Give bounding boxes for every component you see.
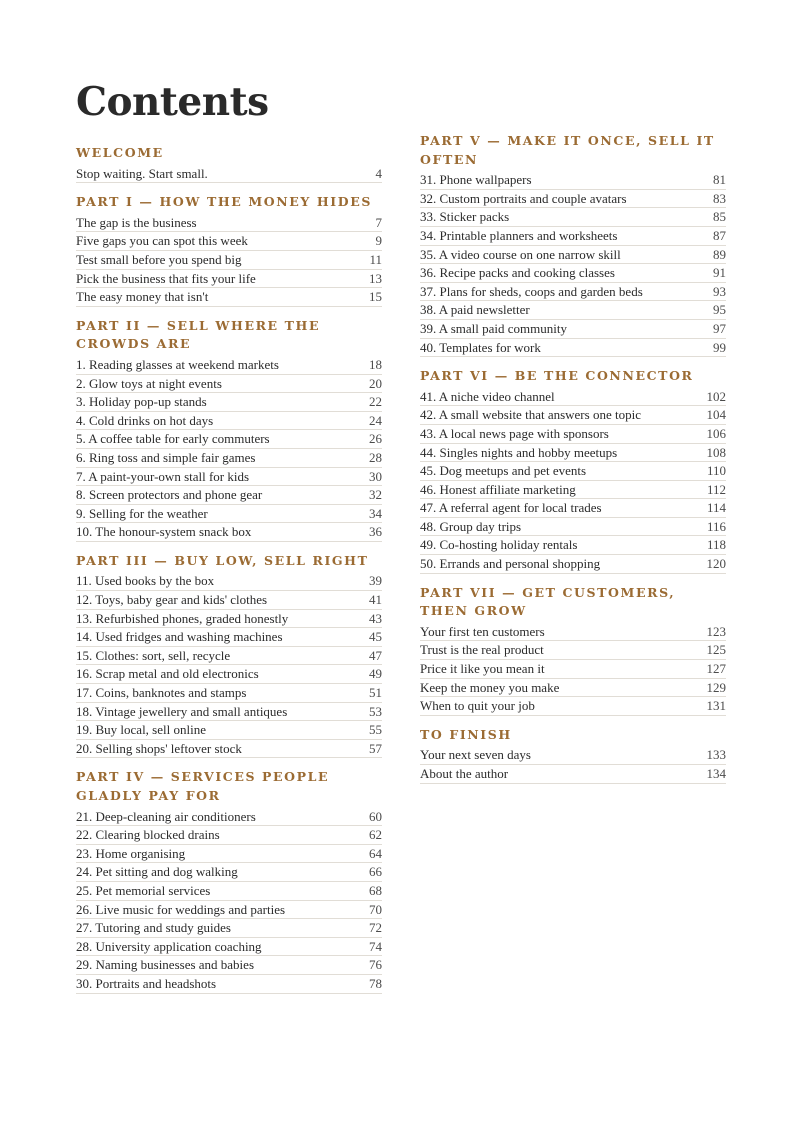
toc-entry[interactable]	[76, 505, 382, 524]
toc-entry[interactable]	[420, 536, 726, 555]
section-heading: WELCOME	[76, 145, 164, 160]
toc-entry-page-number: 53	[369, 703, 382, 719]
toc-entry-page-number: 91	[713, 265, 726, 281]
toc-entry[interactable]	[420, 388, 726, 407]
toc-entry[interactable]	[76, 523, 382, 542]
toc-entry[interactable]	[420, 641, 726, 660]
toc-entry[interactable]	[76, 919, 382, 938]
toc-entry-page-number: 131	[706, 698, 726, 714]
toc-entry-title: 13. Refurbished phones, graded honestly	[76, 610, 289, 626]
toc-entry-page-number: 108	[706, 444, 726, 460]
toc-entry-title: 49. Co-hosting holiday rentals	[420, 537, 578, 553]
toc-entry-title: Keep the money you make	[420, 679, 560, 695]
toc-entry-title: Your first ten customers	[420, 623, 545, 639]
toc-entry[interactable]	[420, 660, 726, 679]
toc-entry[interactable]	[76, 740, 382, 759]
toc-entry-title: 48. Group day trips	[420, 518, 522, 534]
toc-entry-page-number: 78	[369, 975, 382, 991]
toc-entry-title: 15. Clothes: sort, sell, recycle	[76, 647, 231, 663]
toc-entry-title: 36. Recipe packs and cooking classes	[420, 265, 615, 281]
toc-entry-page-number: 20	[369, 375, 382, 391]
toc-entry[interactable]	[76, 214, 382, 233]
toc-entry[interactable]	[76, 393, 382, 412]
toc-entry-page-number: 125	[706, 642, 726, 658]
toc-entry-title: 45. Dog meetups and pet events	[420, 463, 587, 479]
toc-entry-title: Five gaps you can spot this week	[76, 233, 248, 249]
toc-entry[interactable]	[76, 901, 382, 920]
toc-entry-page-number: 102	[706, 388, 726, 404]
toc-entry[interactable]	[76, 251, 382, 270]
toc-entry-title: 44. Singles nights and hobby meetups	[420, 444, 618, 460]
section-heading: PART I — HOW THE MONEY HIDES	[76, 194, 372, 210]
toc-entry[interactable]	[76, 628, 382, 647]
toc-entry-page-number: 34	[369, 505, 382, 521]
toc-entry-page-number: 4	[375, 165, 382, 181]
toc-entry[interactable]	[76, 610, 382, 629]
toc-entry[interactable]	[76, 449, 382, 468]
page-title: Contents	[76, 79, 269, 125]
toc-entry-title: 6. Ring toss and simple fair games	[76, 449, 256, 465]
toc-entry[interactable]	[76, 703, 382, 722]
toc-section-part-v-make-it-once-sell-it-often	[420, 132, 726, 357]
toc-entry-page-number: 41	[369, 592, 382, 608]
toc-entry-title: 16. Scrap metal and old electronics	[76, 666, 259, 682]
toc-entry-page-number: 15	[369, 289, 382, 305]
toc-section-to-finish	[420, 726, 726, 784]
toc-entry[interactable]	[420, 406, 726, 425]
toc-entry-page-number: 32	[369, 487, 382, 503]
section-heading: PART VII — GET CUSTOMERS, THEN GROW	[420, 584, 676, 619]
toc-entry[interactable]	[76, 591, 382, 610]
toc-entry-page-number: 72	[369, 920, 382, 936]
toc-entry-page-number: 70	[369, 901, 382, 917]
toc-entry[interactable]	[76, 165, 382, 184]
toc-entry[interactable]	[420, 679, 726, 698]
toc-entry-page-number: 55	[369, 722, 382, 738]
toc-entry-page-number: 13	[369, 270, 382, 286]
toc-entry-page-number: 62	[369, 827, 382, 843]
toc-entry-title: 32. Custom portraits and couple avatars	[420, 190, 627, 206]
toc-entry[interactable]	[76, 288, 382, 307]
toc-entry[interactable]	[76, 975, 382, 994]
toc-entry[interactable]	[76, 232, 382, 251]
toc-entry[interactable]	[76, 430, 382, 449]
toc-entry-page-number: 93	[713, 283, 726, 299]
toc-entry-title: Stop waiting. Start small.	[76, 165, 208, 181]
toc-entry-page-number: 11	[369, 251, 382, 267]
toc-entry-page-number: 57	[369, 740, 382, 756]
section-heading: PART IV — SERVICES PEOPLE GLADLY PAY FOR	[76, 769, 330, 803]
toc-entry-title: 20. Selling shops' leftover stock	[76, 740, 242, 756]
toc-entry-title: Pick the business that fits your life	[76, 270, 256, 286]
toc-entry-title: 37. Plans for sheds, coops and garden beds	[420, 283, 643, 299]
toc-entry[interactable]	[76, 468, 382, 487]
toc-entry-page-number: 114	[706, 500, 726, 516]
toc-entry[interactable]	[420, 765, 726, 784]
toc-entry-title: When to quit your job	[420, 698, 535, 714]
toc-entry[interactable]	[420, 190, 726, 209]
toc-entry[interactable]	[76, 684, 382, 703]
toc-entry-title: 47. A referral agent for local trades	[420, 500, 602, 516]
section-heading: PART V — MAKE IT ONCE, SELL IT OFTEN	[420, 133, 715, 167]
toc-entry-title: 18. Vintage jewellery and small antiques	[76, 703, 288, 719]
toc-entry-page-number: 68	[369, 882, 382, 898]
toc-entry-title: The easy money that isn't	[76, 289, 209, 305]
toc-entry-page-number: 106	[706, 425, 726, 441]
toc-entry-page-number: 47	[369, 647, 382, 663]
toc-entry-title: 24. Pet sitting and dog walking	[76, 864, 238, 880]
toc-entry[interactable]	[76, 486, 382, 505]
toc-entry[interactable]	[76, 647, 382, 666]
toc-entry-title: 10. The honour-system snack box	[76, 524, 252, 540]
toc-entry-title: 2. Glow toys at night events	[76, 375, 222, 391]
toc-entry-title: 28. University application coaching	[76, 938, 262, 954]
toc-entry-title: 34. Printable planners and worksheets	[420, 227, 618, 243]
toc-entry-title: 11. Used books by the box	[76, 573, 215, 589]
toc-entry[interactable]	[420, 623, 726, 642]
toc-entry-page-number: 118	[706, 537, 726, 553]
toc-entry[interactable]	[76, 863, 382, 882]
toc-entry[interactable]	[76, 356, 382, 375]
toc-entry-page-number: 49	[369, 666, 382, 682]
toc-entry[interactable]	[420, 462, 726, 481]
toc-entry[interactable]	[420, 301, 726, 320]
toc-section-part-iii-buy-low-sell-right	[76, 552, 382, 759]
toc-right-column	[420, 132, 726, 794]
toc-section-part-vi-be-the-connector	[420, 367, 726, 574]
toc-entry-page-number: 120	[706, 556, 726, 572]
toc-entry-page-number: 85	[713, 209, 726, 225]
toc-entry-title: 8. Screen protectors and phone gear	[76, 487, 263, 503]
toc-entry-page-number: 112	[706, 481, 726, 497]
toc-entry[interactable]	[420, 697, 726, 716]
toc-entry[interactable]	[76, 721, 382, 740]
toc-entry-page-number: 127	[706, 661, 726, 677]
toc-entry-title: 27. Tutoring and study guides	[76, 920, 231, 936]
toc-entry-page-number: 51	[369, 685, 382, 701]
toc-entry-page-number: 45	[369, 629, 382, 645]
toc-entry[interactable]	[420, 499, 726, 518]
toc-entry-page-number: 60	[369, 808, 382, 824]
toc-entry-page-number: 81	[713, 172, 726, 188]
toc-entry-page-number: 28	[369, 449, 382, 465]
toc-entry-title: 17. Coins, banknotes and stamps	[76, 685, 247, 701]
toc-entry-page-number: 123	[706, 623, 726, 639]
toc-entry-title: 29. Naming businesses and babies	[76, 957, 255, 973]
toc-entry-title: 9. Selling for the weather	[76, 505, 208, 521]
toc-entry-title: 41. A niche video channel	[420, 388, 555, 404]
toc-entry[interactable]	[76, 956, 382, 975]
toc-entry-page-number: 95	[713, 302, 726, 318]
toc-entry-title: Price it like you mean it	[420, 661, 545, 677]
section-heading: PART III — BUY LOW, SELL RIGHT	[76, 552, 369, 568]
toc-entry-page-number: 26	[369, 431, 382, 447]
toc-entry[interactable]	[76, 665, 382, 684]
section-heading: TO FINISH	[420, 726, 512, 742]
toc-entry-title: 39. A small paid community	[420, 320, 567, 336]
section-heading: PART VI — BE THE CONNECTOR	[420, 368, 694, 384]
toc-entry-page-number: 134	[706, 766, 726, 781]
toc-entry-title: Trust is the real product	[420, 642, 544, 658]
toc-entry-page-number: 89	[713, 246, 726, 262]
toc-entry-page-number: 87	[713, 227, 726, 243]
toc-section-part-vii-get-customers-then-grow	[420, 584, 726, 716]
toc-entry-title: The gap is the business	[76, 214, 197, 230]
toc-entry-page-number: 18	[369, 356, 382, 372]
toc-entry[interactable]	[420, 444, 726, 463]
toc-section-part-i-how-the-money-hides	[76, 193, 382, 307]
toc-entry[interactable]	[76, 572, 382, 591]
toc-entry-title: 42. A small website that answers one topic	[420, 407, 641, 423]
toc-entry-title: 35. A video course on one narrow skill	[420, 246, 621, 262]
toc-left-column	[76, 144, 382, 1004]
toc-entry-title: Test small before you spend big	[76, 251, 242, 267]
toc-entry[interactable]	[76, 938, 382, 957]
toc-entry-title: 23. Home organising	[76, 845, 186, 861]
toc-entry[interactable]	[420, 555, 726, 574]
toc-entry-page-number: 76	[369, 957, 382, 973]
toc-entry-title: About the author	[420, 766, 509, 781]
toc-entry-page-number: 66	[369, 864, 382, 880]
toc-entry-title: 7. A paint-your-own stall for kids	[76, 468, 250, 484]
toc-entry-title: 12. Toys, baby gear and kids' clothes	[76, 592, 268, 608]
toc-entry-page-number: 9	[375, 233, 382, 249]
toc-entry-title: 3. Holiday pop-up stands	[76, 394, 207, 410]
toc-entry-page-number: 83	[713, 190, 726, 206]
toc-entry-page-number: 7	[375, 214, 382, 230]
toc-entry-title: 22. Clearing blocked drains	[76, 827, 220, 843]
toc-entry-page-number: 116	[706, 518, 726, 534]
toc-entry[interactable]	[76, 375, 382, 394]
toc-entry[interactable]	[420, 746, 726, 765]
toc-entry-title: 50. Errands and personal shopping	[420, 556, 601, 572]
toc-entry-page-number: 22	[369, 394, 382, 410]
toc-entry[interactable]	[76, 270, 382, 289]
toc-entry[interactable]	[420, 339, 726, 358]
toc-entry-title: 5. A coffee table for early commuters	[76, 431, 270, 447]
toc-entry[interactable]	[76, 845, 382, 864]
toc-entry-title: 43. A local news page with sponsors	[420, 425, 609, 441]
toc-entry[interactable]	[420, 264, 726, 283]
toc-entry-title: 4. Cold drinks on hot days	[76, 412, 214, 428]
toc-entry-title: 33. Sticker packs	[420, 209, 510, 225]
toc-entry-page-number: 104	[706, 407, 726, 423]
toc-entry[interactable]	[76, 412, 382, 431]
toc-entry-page-number: 110	[706, 463, 726, 479]
toc-entry-title: 14. Used fridges and washing machines	[76, 629, 283, 645]
toc-entry[interactable]	[76, 808, 382, 827]
toc-entry[interactable]	[420, 518, 726, 537]
toc-entry-title: 25. Pet memorial services	[76, 882, 211, 898]
toc-entry[interactable]	[420, 208, 726, 227]
toc-entry[interactable]	[420, 246, 726, 265]
toc-entry-page-number: 133	[706, 747, 726, 763]
toc-entry[interactable]	[420, 283, 726, 302]
toc-entry-title: 46. Honest affiliate marketing	[420, 481, 576, 497]
toc-entry-page-number: 30	[369, 468, 382, 484]
toc-entry-title: 26. Live music for weddings and parties	[76, 901, 286, 917]
toc-entry-title: Your next seven days	[420, 747, 531, 763]
toc-entry-page-number: 64	[369, 845, 382, 861]
toc-section-welcome	[76, 144, 382, 183]
toc-entry-title: 30. Portraits and headshots	[76, 975, 217, 991]
toc-entry-page-number: 129	[706, 679, 726, 695]
toc-entry-page-number: 24	[369, 412, 382, 428]
toc-entry-title: 19. Buy local, sell online	[76, 722, 206, 738]
toc-entry-title: 1. Reading glasses at weekend markets	[76, 356, 279, 372]
toc-entry-page-number: 39	[369, 573, 382, 589]
toc-entry-page-number: 36	[369, 524, 382, 540]
toc-entry[interactable]	[420, 227, 726, 246]
toc-entry-title: 38. A paid newsletter	[420, 302, 530, 318]
toc-entry[interactable]	[76, 826, 382, 845]
toc-section-part-iv-services-people-gladly-pay-for	[76, 768, 382, 993]
toc-entry[interactable]	[420, 481, 726, 500]
toc-entry[interactable]	[420, 171, 726, 190]
toc-entry[interactable]	[76, 882, 382, 901]
toc-entry-title: 31. Phone wallpapers	[420, 172, 532, 188]
toc-entry[interactable]	[420, 320, 726, 339]
section-heading: PART II — SELL WHERE THE CROWDS ARE	[76, 317, 321, 352]
toc-entry-page-number: 99	[713, 339, 726, 355]
toc-section-part-ii-sell-where-the-crowds-are	[76, 317, 382, 542]
toc-entry-page-number: 97	[713, 320, 726, 336]
toc-entry-page-number: 74	[369, 938, 382, 954]
toc-entry[interactable]	[420, 425, 726, 444]
toc-entry-page-number: 43	[369, 610, 382, 626]
toc-entry-title: 21. Deep-cleaning air conditioners	[76, 808, 256, 824]
toc-entry-title: 40. Templates for work	[420, 339, 541, 355]
